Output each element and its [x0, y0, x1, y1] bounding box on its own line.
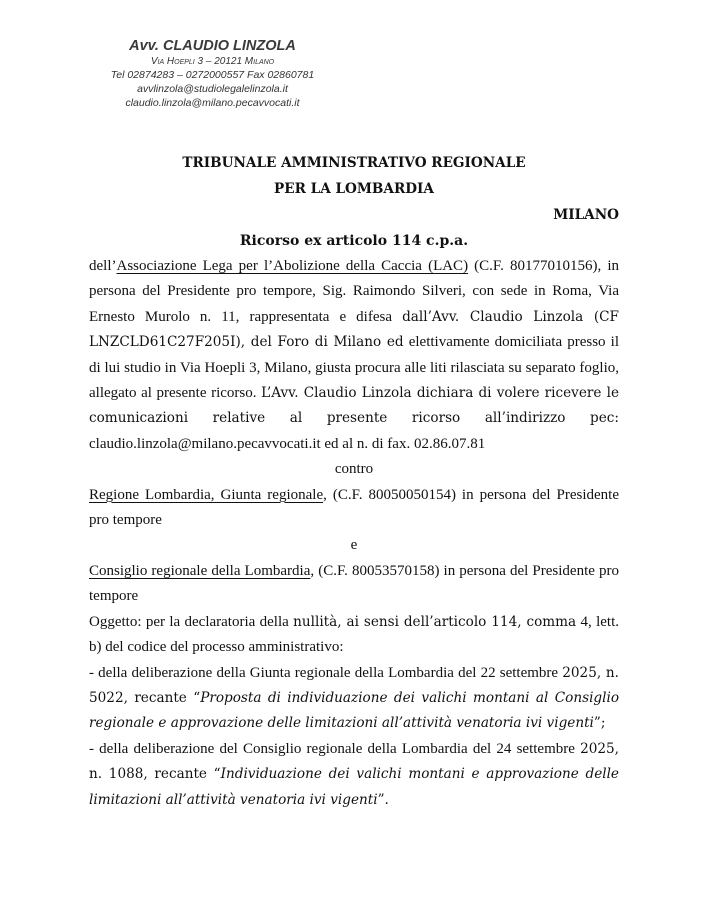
court-city: MILANO	[553, 207, 619, 223]
lawyer-email: avvlinzola@studiolegalelinzola.it	[137, 83, 288, 95]
item-2-prefix: - della deliberazione del Consiglio regionale della Lombardia del 24 settembre	[89, 740, 581, 757]
document-body	[89, 150, 619, 813]
defendant1-name: Regione Lombardia, Giunta regionale	[89, 486, 324, 503]
item-1	[89, 661, 619, 737]
item-2	[89, 737, 619, 813]
conjunction-label: e	[350, 537, 358, 554]
lawyer-phones: Tel 02874283 – 0272000557 Fax 02860781	[110, 69, 315, 81]
plaintiff-counsel: dall’Avv. Claudio Linzola (CF LNZCLD61C27F205I), del Foro di Milano ed	[89, 308, 619, 351]
plaintiff-communications: L’Avv. Claudio Linzola dichiara di volere ricevere le comunicazioni relative al presente ricorso all’indirizzo pec:	[89, 385, 620, 427]
letterhead	[80, 38, 345, 110]
contro-label: contro	[334, 461, 374, 478]
item-1-close: ”;	[593, 715, 606, 732]
oggetto-paragraph	[89, 610, 619, 661]
plaintiff-domicile: elettivamente domiciliata presso il di lui studio in Via Hoepli 3, Milano, giusta procura alle liti rilasciata su separato foglio, allegato al presente ricorso.	[89, 334, 619, 402]
defendant1-paragraph	[89, 483, 619, 534]
lawyer-address: Via Hoepli 3 – 20121 Milano	[150, 56, 275, 67]
court-title-line1: TRIBUNALE AMMINISTRATIVO REGIONALE	[182, 155, 526, 171]
court-title-line2: PER LA LOMBARDIA	[274, 181, 434, 197]
oggetto-rest: 4, lett. b) del codice del processo amministrativo:	[89, 613, 619, 656]
item-2-title: Individuazione dei valichi montani e approvazione delle limitazioni all’attività venatoria ivi vigenti	[89, 766, 619, 808]
defendant2-details: , (C.F. 80053570158) in persona del Presidente pro tempore	[89, 562, 619, 605]
plaintiff-cf-open: (C.F.	[468, 258, 504, 274]
item-2-ref: 2025, n. 1088, recante “	[89, 740, 619, 783]
item-1-prefix: - della deliberazione della Giunta regionale della Lombardia del 22 settembre	[89, 664, 563, 681]
item-1-title: Proposta di individuazione dei valichi montani al Consiglio regionale e approvazione delle limitazioni all’attività venatoria ivi vigenti	[89, 689, 619, 732]
item-2-close: ”.	[377, 791, 389, 808]
oggetto-intro: Oggetto: per la declaratoria della	[89, 613, 294, 630]
plaintiff-prefix: dell’	[89, 258, 117, 274]
plaintiff-details: 80177010156), in persona del Presidente pro tempore, Sig. Raimondo Silveri, con sede in Roma, Via Ernesto Murolo n. 11, rappresentata e difesa	[89, 258, 619, 325]
lawyer-name: Avv. CLAUDIO LINZOLA	[129, 38, 296, 54]
defendant2-paragraph	[89, 559, 619, 610]
oggetto-bold: nullità, ai sensi dell’articolo 114, comma	[293, 613, 577, 630]
plaintiff-pec: claudio.linzola@milano.pecavvocati.it ed al n. di fax. 02.86.07.81	[89, 435, 486, 452]
defendant2-name: Consiglio regionale della Lombardia	[89, 562, 311, 579]
plaintiff-name: Associazione Lega per l’Abolizione della Caccia (LAC)	[116, 258, 469, 274]
defendant1-details: , (C.F. 80050050154) in persona del Presidente pro tempore	[89, 486, 619, 529]
item-1-ref: 2025, n. 5022, recante “	[89, 664, 619, 706]
plaintiff-paragraph	[89, 254, 619, 457]
lawyer-pec: claudio.linzola@milano.pecavvocati.it	[125, 97, 300, 109]
document-type: Ricorso ex articolo 114 c.p.a.	[239, 233, 469, 249]
